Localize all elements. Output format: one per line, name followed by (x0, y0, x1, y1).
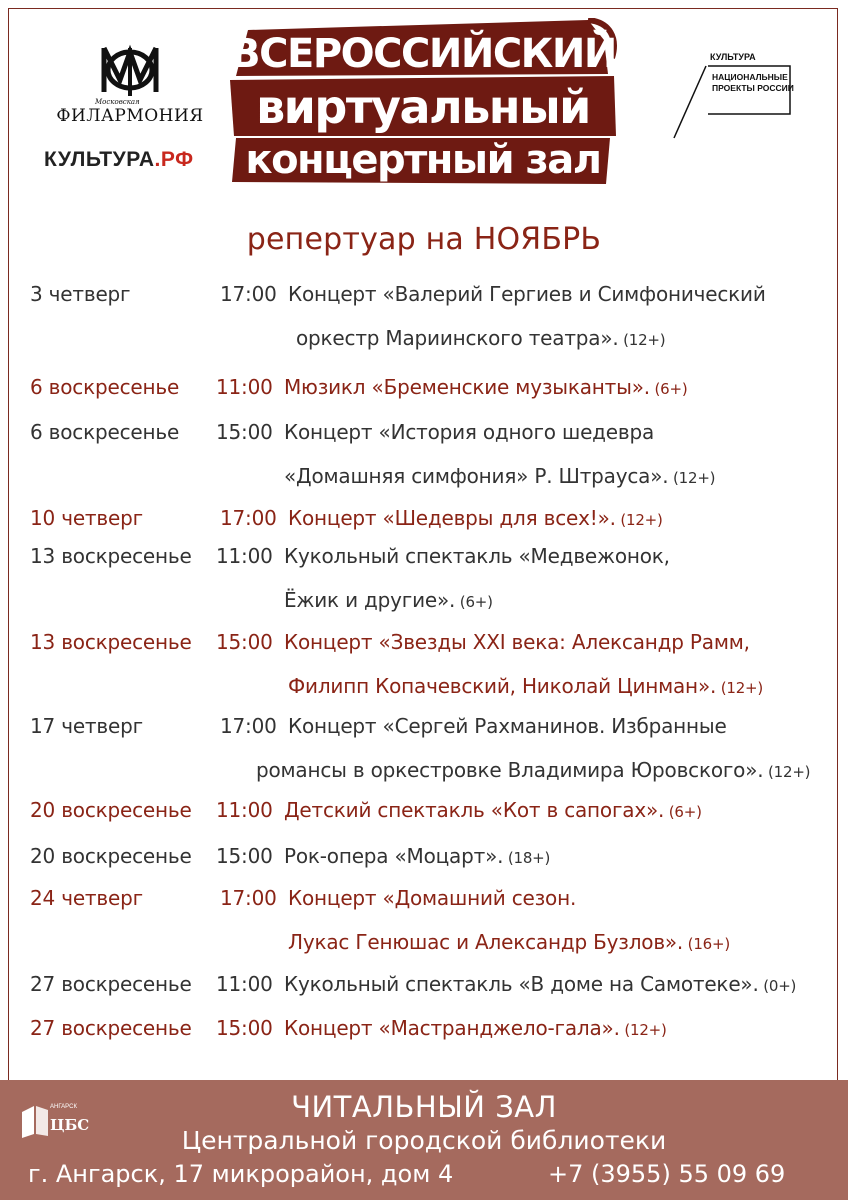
schedule-event (284, 630, 750, 654)
schedule-event-text: Лукас Генюшас и Александр Бузлов». (288, 930, 684, 954)
footer-phone: +7 (3955) 55 09 69 (548, 1160, 786, 1188)
schedule-date: 3 четверг (30, 282, 131, 306)
schedule-event-text: Концерт «Мастранджело-гала». (284, 1016, 620, 1040)
schedule-event (288, 506, 663, 530)
title-line-3: концертный зал (245, 137, 601, 183)
schedule-event-text: Концерт «Сергей Рахманинов. Избранные (288, 714, 727, 738)
schedule-date: 20 воскресенье (30, 844, 192, 868)
schedule-event-text: Кукольный спектакль «В доме на Самотеке». (284, 972, 759, 996)
schedule-event-text: романсы в оркестровке Владимира Юровского». (256, 758, 764, 782)
schedule-date: 6 воскресенье (30, 420, 180, 444)
schedule-time: 11:00 (216, 972, 273, 996)
schedule-time: 11:00 (216, 375, 273, 399)
schedule-event-text: Детский спектакль «Кот в сапогах». (284, 798, 665, 822)
age-rating: (18+) (503, 849, 551, 867)
national-projects-frame-icon (670, 48, 800, 148)
schedule-event (284, 375, 688, 399)
schedule-event-continuation (288, 930, 730, 954)
schedule-time: 15:00 (216, 844, 273, 868)
cbs-name: ЦБС (50, 1116, 90, 1134)
schedule-event-continuation (256, 758, 810, 782)
schedule-event (288, 886, 576, 910)
schedule-date: 27 воскресенье (30, 1016, 192, 1040)
schedule-time: 15:00 (216, 1016, 273, 1040)
schedule-time: 11:00 (216, 798, 273, 822)
age-rating: (6+) (649, 380, 688, 398)
schedule-event (284, 544, 670, 568)
schedule-date: 24 четверг (30, 886, 143, 910)
schedule-event (284, 420, 654, 444)
schedule-event (288, 714, 727, 738)
philharmonic-name: ФИЛАРМОНИЯ (56, 106, 204, 126)
schedule-event-text: Филипп Копачевский, Николай Цинман». (288, 674, 717, 698)
schedule-event-text: оркестр Мариинского театра». (296, 326, 619, 350)
age-rating: (12+) (615, 511, 663, 529)
schedule-time: 17:00 (220, 506, 277, 530)
national-projects-logo (670, 48, 800, 148)
national-projects-kultura: КУЛЬТУРА (710, 52, 756, 62)
schedule-event (288, 282, 766, 306)
schedule-event-continuation (284, 588, 493, 612)
kultura-rf-logo (44, 148, 194, 172)
schedule-event (284, 1016, 667, 1040)
age-rating: (16+) (683, 935, 731, 953)
footer-title: ЧИТАЛЬНЫЙ ЗАЛ (291, 1090, 557, 1124)
schedule-event (284, 844, 550, 868)
age-rating: (12+) (716, 679, 764, 697)
philharmonic-logo (55, 40, 205, 135)
schedule-event (284, 972, 796, 996)
kultura-rf-main: КУЛЬТУРА (44, 148, 155, 171)
schedule-time: 15:00 (216, 420, 273, 444)
schedule-event-text: Концерт «Шедевры для всех!». (288, 506, 616, 530)
cbs-city: АНГАРСК (50, 1104, 77, 1110)
schedule-event-text: Концерт «Валерий Гергиев и Симфонический (288, 282, 766, 306)
schedule-event-text: Концерт «История одного шедевра (284, 420, 655, 444)
footer (0, 1080, 848, 1200)
schedule-time: 17:00 (220, 714, 277, 738)
schedule-date: 13 воскресенье (30, 630, 192, 654)
schedule-time: 17:00 (220, 282, 277, 306)
schedule-event-text: Концерт «Домашний сезон. (288, 886, 577, 910)
schedule-date: 20 воскресенье (30, 798, 192, 822)
schedule-date: 6 воскресенье (30, 375, 180, 399)
title-line-1: ВСЕРОССИЙСКИЙ (230, 31, 616, 77)
schedule-date: 13 воскресенье (30, 544, 192, 568)
footer-subtitle: Центральной городской библиотеки (181, 1126, 667, 1155)
schedule-time: 17:00 (220, 886, 277, 910)
title-line-2: виртуальный (256, 80, 590, 134)
footer-address: г. Ангарск, 17 микрорайон, дом 4 (28, 1160, 454, 1188)
age-rating: (12+) (668, 469, 716, 487)
philharmonic-monogram-icon (90, 40, 170, 100)
schedule-event-text: Концерт «Звезды XXI века: Александр Рамм, (284, 630, 750, 654)
schedule-event-continuation (284, 464, 715, 488)
schedule-date: 10 четверг (30, 506, 143, 530)
schedule-event-text: Кукольный спектакль «Медвежонок, (284, 544, 670, 568)
concert-hall-title (228, 18, 618, 190)
philharmonic-subtitle: Московская (95, 98, 140, 106)
schedule-date: 27 воскресенье (30, 972, 192, 996)
schedule-event-continuation (288, 674, 763, 698)
schedule-event-text: Ёжик и другие». (284, 588, 456, 612)
schedule-time: 15:00 (216, 630, 273, 654)
age-rating: (0+) (758, 977, 797, 995)
schedule-date: 17 четверг (30, 714, 143, 738)
national-projects-text: НАЦИОНАЛЬНЫЕ ПРОЕКТЫ РОССИИ (712, 72, 794, 93)
age-rating: (12+) (763, 763, 811, 781)
schedule-event-text: «Домашняя симфония» Р. Штрауса». (284, 464, 669, 488)
kultura-rf-suffix: .РФ (154, 148, 194, 171)
page-subtitle: репертуар на НОЯБРЬ (246, 222, 602, 257)
schedule-event-continuation (296, 326, 665, 350)
age-rating: (6+) (455, 593, 493, 611)
age-rating: (12+) (619, 1021, 667, 1039)
schedule-event (284, 798, 702, 822)
age-rating: (6+) (664, 803, 702, 821)
schedule-event-text: Рок-опера «Моцарт». (284, 844, 504, 868)
schedule-event-text: Мюзикл «Бременские музыканты». (284, 375, 650, 399)
age-rating: (12+) (618, 331, 666, 349)
schedule-time: 11:00 (216, 544, 273, 568)
